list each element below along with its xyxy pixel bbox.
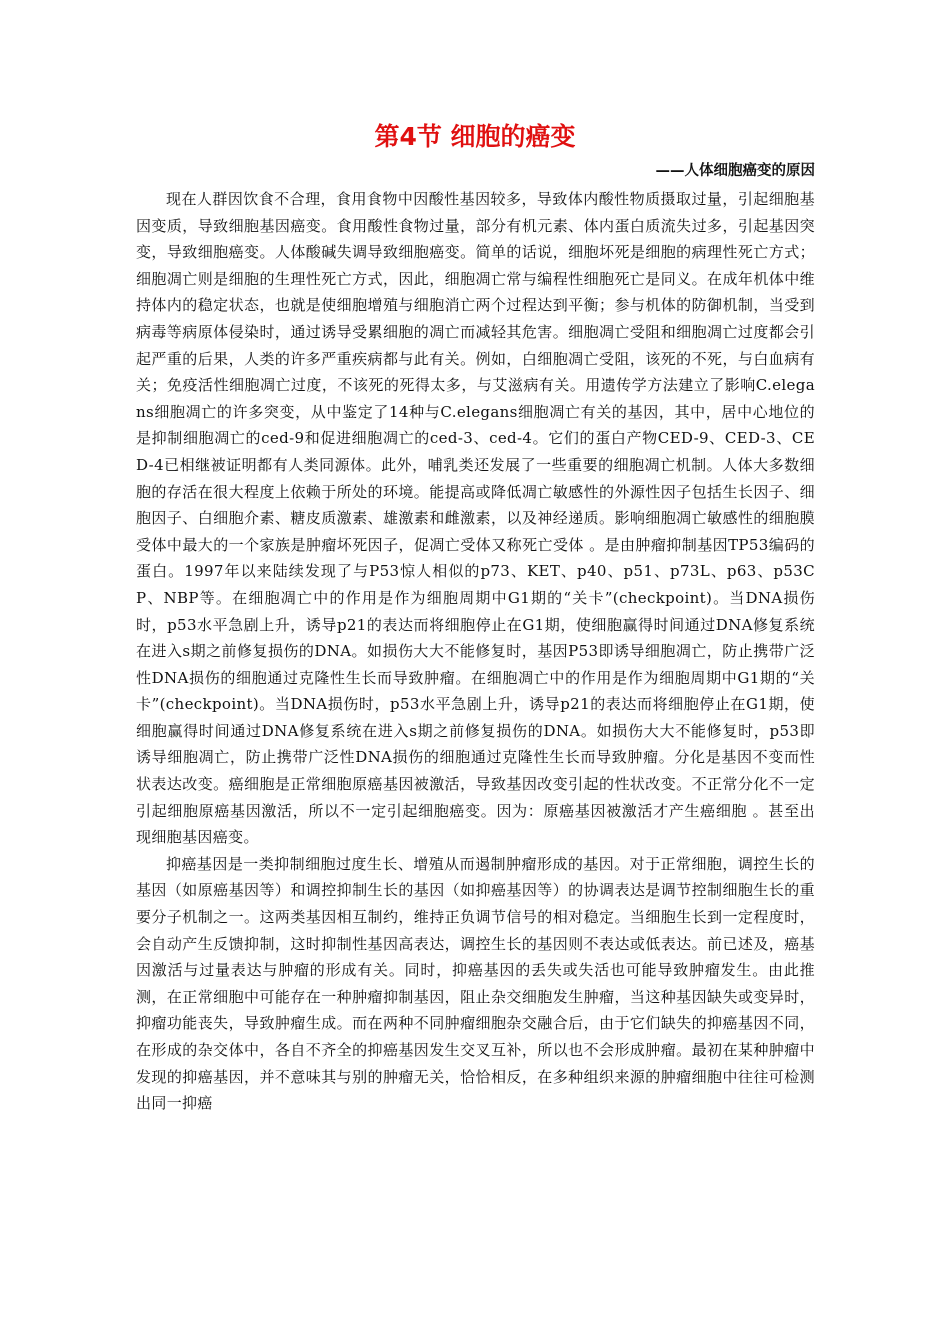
page-title: 第4节 细胞的癌变: [374, 122, 576, 151]
document-body: [136, 186, 815, 1117]
page-subtitle: ——人体细胞癌变的原因: [655, 163, 815, 179]
paragraph-1: 现在人群因饮食不合理，食用食物中因酸性基因较多，导致体内酸性物质摄取过量，引起细胞基因变质，导致细胞基因癌变。食用酸性食物过量，部分有机元素、体内蛋白质流失过多，引起基因突变，导致细胞癌变。人体酸碱失调导致细胞癌变。简单的话说，细胞坏死是细胞的病理性死亡方式；细胞凋亡则是细胞的生理性死亡方式，因此，细胞凋亡常与编程性细胞死亡是同义。在成年机体中维持体内的稳定状态，也就是使细胞增殖与细胞消亡两个过程达到平衡；参与机体的防御机制，当受到病毒等病原体侵染时，通过诱导受累细胞的凋亡而减轻其危害。细胞凋亡受阻和细胞凋亡过度都会引起严重的后果，人类的许多严重疾病都与此有关。例如，白细胞凋亡受阻，该死的不死，与白血病有关；免疫活性细胞凋亡过度，不该死的死得太多，与艾滋病有关。用遗传学方法建立了影响C.elegans细胞凋亡的许多突变，从中鉴定了14种与C.elegans细胞凋亡有关的基因，其中，居中心地位的是抑制细胞凋亡的ced-9和促进细胞凋亡的ced-3、ced-4。它们的蛋白产物CED-9、CED-3、CED-4已相继被证明都有人类同源体。此外，哺乳类还发展了一些重要的细胞凋亡机制。人体大多数细胞的存活在很大程度上依赖于所处的环境。能提高或降低凋亡敏感性的外源性因子包括生长因子、细胞因子、白细胞介素、糖皮质激素、雄激素和雌激素，以及神经递质。影响细胞凋亡敏感性的细胞膜受体中最大的一个家族是肿瘤坏死因子，促凋亡受体又称死亡受体 。是由肿瘤抑制基因TP53编码的蛋白。1997年以来陆续发现了与P53惊人相似的p73、KET、p40、p51、p73L、p63、p53CP、NBP等。在细胞凋亡中的作用是作为细胞周期中G1期的“关卡”(checkpoint)。当DNA损伤时，p53水平急剧上升，诱导p21的表达而将细胞停止在G1期，使细胞赢得时间通过DNA修复系统在进入s期之前修复损伤的DNA。如损伤大大不能修复时，基因P53即诱导细胞凋亡，防止携带广泛性DNA损伤的细胞通过克隆性生长而导致肿瘤。在细胞凋亡中的作用是作为细胞周期中G1期的“关卡”(checkpoint)。当DNA损伤时，p53水平急剧上升，诱导p21的表达而将细胞停止在G1期，使细胞赢得时间通过DNA修复系统在进入s期之前修复损伤的DNA。如损伤大大不能修复时，p53即诱导细胞凋亡，防止携带广泛性DNA损伤的细胞通过克隆性生长而导致肿瘤。分化是基因不变而性状表达改变。癌细胞是正常细胞原癌基因被激活，导致基因改变引起的性状改变。不正常分化不一定引起细胞原癌基因激活，所以不一定引起细胞癌变。因为：原癌基因被激活才产生癌细胞 。甚至出现细胞基因癌变。: [136, 190, 815, 847]
paragraph-2: 抑癌基因是一类抑制细胞过度生长、增殖从而遏制肿瘤形成的基因。对于正常细胞，调控生长的基因（如原癌基因等）和调控抑制生长的基因（如抑癌基因等）的协调表达是调节控制细胞生长的重要分子机制之一。这两类基因相互制约，维持正负调节信号的相对稳定。当细胞生长到一定程度时，会自动产生反馈抑制，这时抑制性基因高表达，调控生长的基因则不表达或低表达。前已述及，癌基因激活与过量表达与肿瘤的形成有关。同时，抑癌基因的丢失或失活也可能导致肿瘤发生。由此推测，在正常细胞中可能存在一种肿瘤抑制基因，阻止杂交细胞发生肿瘤，当这种基因缺失或变异时，抑瘤功能丧失，导致肿瘤生成。而在两种不同肿瘤细胞杂交融合后，由于它们缺失的抑癌基因不同，在形成的杂交体中，各自不齐全的抑癌基因发生交叉互补，所以也不会形成肿瘤。最初在某种肿瘤中发现的抑癌基因，并不意味其与别的肿瘤无关，恰恰相反，在多种组织来源的肿瘤细胞中往往可检测出同一抑癌: [136, 854, 815, 1113]
